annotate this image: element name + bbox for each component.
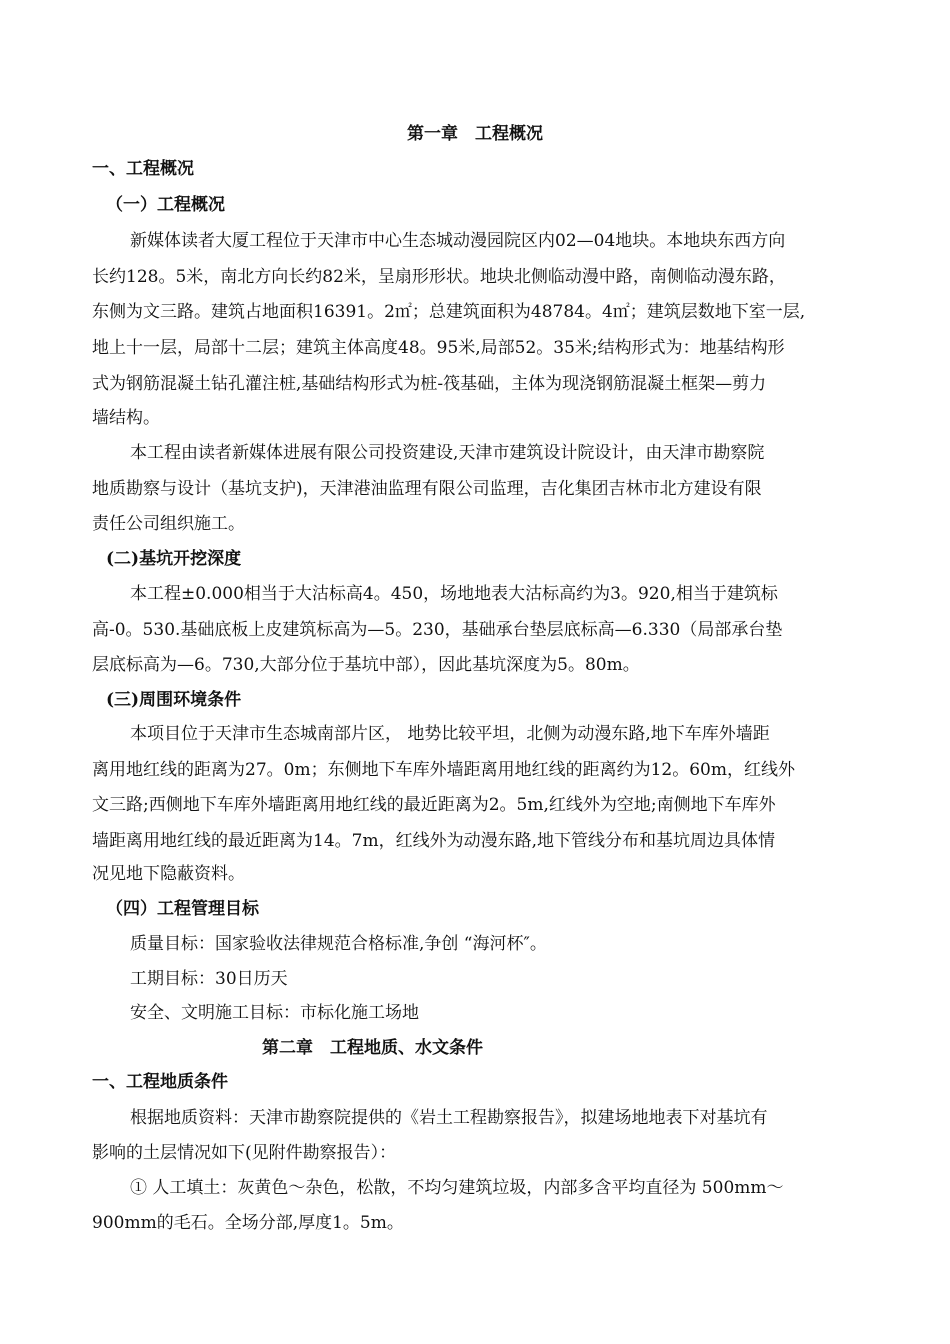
schedule-goal: 工期目标：30日历天: [130, 969, 288, 989]
paragraph-2-line: 地质勘察与设计（基坑支护)，天津港油监理有限公司监理，吉化集团吉林市北方建设有限: [92, 479, 762, 499]
section-1-heading: 一、工程概况: [92, 159, 194, 179]
paragraph-1-line: 长约128。5米，南北方向长约82米，呈扇形形状。地块北侧临动漫中路，南侧临动漫东路，: [92, 267, 786, 287]
paragraph-1-line: 新媒体读者大厦工程位于天津市中心生态城动漫园院区内02—04地块。本地块东西方向: [130, 231, 786, 251]
paragraph-4-line: 离用地红线的距离为27。0m；东侧地下车库外墙距离用地红线的距离约为12。60m，红线外: [92, 760, 795, 780]
paragraph-2-line: 本工程由读者新媒体进展有限公司投资建设,天津市建筑设计院设计，由天津市勘察院: [130, 443, 765, 463]
paragraph-5-line: 根据地质资料：天津市勘察院提供的《岩土工程勘察报告》，拟建场地地表下对基坑有: [130, 1108, 768, 1128]
subsection-2-heading: (二)基坑开挖深度: [106, 549, 242, 569]
paragraph-4-line: 本项目位于天津市生态城南部片区， 地势比较平坦，北侧为动漫东路,地下车库外墙距: [130, 724, 770, 744]
paragraph-1-line: 地上十一层，局部十二层；建筑主体高度48。95米,局部52。35米;结构形式为：地基结构形: [92, 338, 785, 358]
paragraph-3-line: 高-0。530.基础底板上皮建筑标高为—5。230，基础承台垫层底标高—6.330（局部承台垫: [92, 620, 783, 640]
chapter-1-title: 第一章 工程概况: [407, 124, 543, 144]
safety-goal: 安全、文明施工目标：市标化施工场地: [130, 1003, 419, 1023]
chapter-2-title: 第二章 工程地质、水文条件: [262, 1038, 483, 1058]
paragraph-1-line: 东侧为文三路。建筑占地面积16391。2㎡；总建筑面积为48784。4㎡；建筑层数地下室一层,: [92, 302, 806, 322]
paragraph-1-line: 式为钢筋混凝土钻孔灌注桩,基础结构形式为桩-筏基础，主体为现浇钢筋混凝土框架—剪力: [92, 374, 767, 394]
quality-goal: 质量目标：国家验收法律规范合格标准,争创 “海河杯″。: [130, 934, 547, 954]
paragraph-4-line: 况见地下隐蔽资料。: [92, 864, 245, 884]
paragraph-2-line: 责任公司组织施工。: [92, 514, 245, 534]
subsection-3-heading: (三)周围环境条件: [106, 690, 242, 710]
section-2-heading: 一、工程地质条件: [92, 1072, 228, 1092]
paragraph-5-line: 影响的土层情况如下(见附件勘察报告）：: [92, 1143, 397, 1163]
paragraph-3-line: 本工程±0.000相当于大沽标高4。450，场地地表大沽标高约为3。920,相当于建筑标: [130, 584, 778, 604]
paragraph-6-line: 900mm的毛石。全场分部,厚度1。5m。: [92, 1213, 404, 1233]
paragraph-1-line: 墙结构。: [92, 408, 160, 428]
paragraph-3-line: 层底标高为—6。730,大部分位于基坑中部），因此基坑深度为5。80m。: [92, 655, 640, 675]
paragraph-4-line: 墙距离用地红线的最近距离为14。7m，红线外为动漫东路,地下管线分布和基坑周边具体情: [92, 831, 775, 851]
paragraph-4-line: 文三路;西侧地下车库外墙距离用地红线的最近距离为2。5m,红线外为空地;南侧地下车库外: [92, 795, 776, 815]
subsection-4-heading: （四）工程管理目标: [106, 899, 259, 919]
paragraph-6-line: ① 人工填土：灰黄色～杂色，松散，不均匀建筑垃圾，内部多含平均直径为 500mm～: [130, 1178, 784, 1198]
subsection-1-heading: （一）工程概况: [106, 195, 225, 215]
